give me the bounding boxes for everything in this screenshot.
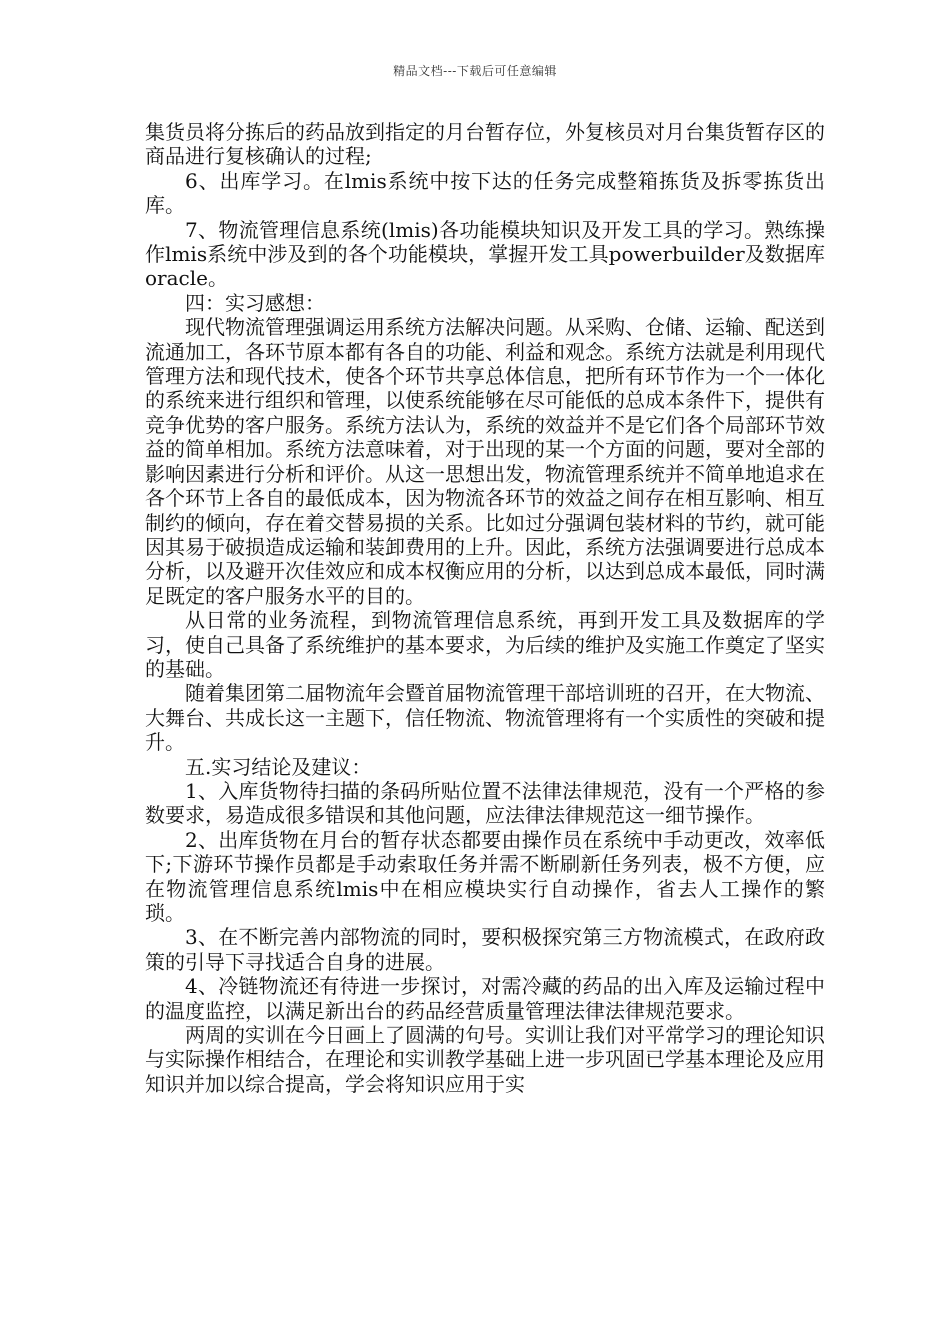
- paragraph: 3、在不断完善内部物流的同时，要积极探究第三方物流模式，在政府政策的引导下寻找适合自身的进展。: [145, 925, 825, 974]
- paragraph: 2、出库货物在月台的暂存状态都要由操作员在系统中手动更改，效率低下;下游环节操作员都是手动索取任务并需不断刷新任务列表，极不方便，应在物流管理信息系统lmis中在相应模块实行自动操作，省去人工操作的繁琐。: [145, 827, 825, 925]
- paragraph: 随着集团第二届物流年会暨首届物流管理干部培训班的召开，在大物流、大舞台、共成长这一主题下，信任物流、物流管理将有一个实质性的突破和提升。: [145, 681, 825, 755]
- section-heading: 五.实习结论及建议：: [185, 754, 372, 779]
- paragraph: 现代物流管理强调运用系统方法解决问题。从采购、仓储、运输、配送到流通加工，各环节原本都有各自的功能、利益和观念。系统方法就是利用现代管理方法和现代技术，使各个环节共享总体信息，把所有环节作为一个一体化的系统来进行组织和管理，以使系统能够在尽可能低的总成本条件下，提供有竞争优势的客户服务。系统方法认为，系统的效益并不是它们各个局部环节效益的简单相加。系统方法意味着，对于出现的某一个方面的问题，要对全部的影响因素进行分析和评价。从这一思想出发，物流管理系统并不简单地追求在各个环节上各自的最低成本，因为物流各环节的效益之间存在相互影响、相互制约的倾向，存在着交替易损的关系。比如过分强调包装材料的节约，就可能因其易于破损造成运输和装卸费用的上升。因此，系统方法强调要进行总成本分析，以及避开次佳效应和成本权衡应用的分析，以达到总成本最低，同时满足既定的客户服务水平的目的。: [145, 315, 825, 608]
- paragraph: 6、出库学习。在lmis系统中按下达的任务完成整箱拣货及拆零拣货出库。: [145, 168, 825, 218]
- page-header: 精品文档---下载后可任意编辑: [393, 64, 557, 78]
- section-heading: 四：实习感想：: [185, 290, 325, 315]
- paragraph: 从日常的业务流程，到物流管理信息系统，再到开发工具及数据库的学习，使自己具备了系统维护的基本要求，为后续的维护及实施工作奠定了坚实的基础。: [145, 608, 825, 681]
- document-body: [145, 120, 825, 1096]
- paragraph: 4、冷链物流还有待进一步探讨，对需冷藏的药品的出入库及运输过程中的温度监控，以满足新出台的药品经营质量管理法律法律规范要求。: [145, 974, 825, 1023]
- paragraph: 7、物流管理信息系统(lmis)各功能模块知识及开发工具的学习。熟练操作lmis系统中涉及到的各个功能模块，掌握开发工具powerbuilder及数据库oracle。: [145, 217, 825, 291]
- paragraph: 1、入库货物待扫描的条码所贴位置不法律法律规范，没有一个严格的参数要求，易造成很多错误和其他问题，应法律法律规范这一细节操作。: [145, 778, 825, 828]
- paragraph: 集货员将分拣后的药品放到指定的月台暂存位，外复核员对月台集货暂存区的商品进行复核确认的过程;: [145, 120, 825, 169]
- paragraph: 两周的实训在今日画上了圆满的句号。实训让我们对平常学习的理论知识与实际操作相结合，在理论和实训教学基础上进一步巩固已学基本理论及应用知识并加以综合提高，学会将知识应用于实: [145, 1023, 825, 1096]
